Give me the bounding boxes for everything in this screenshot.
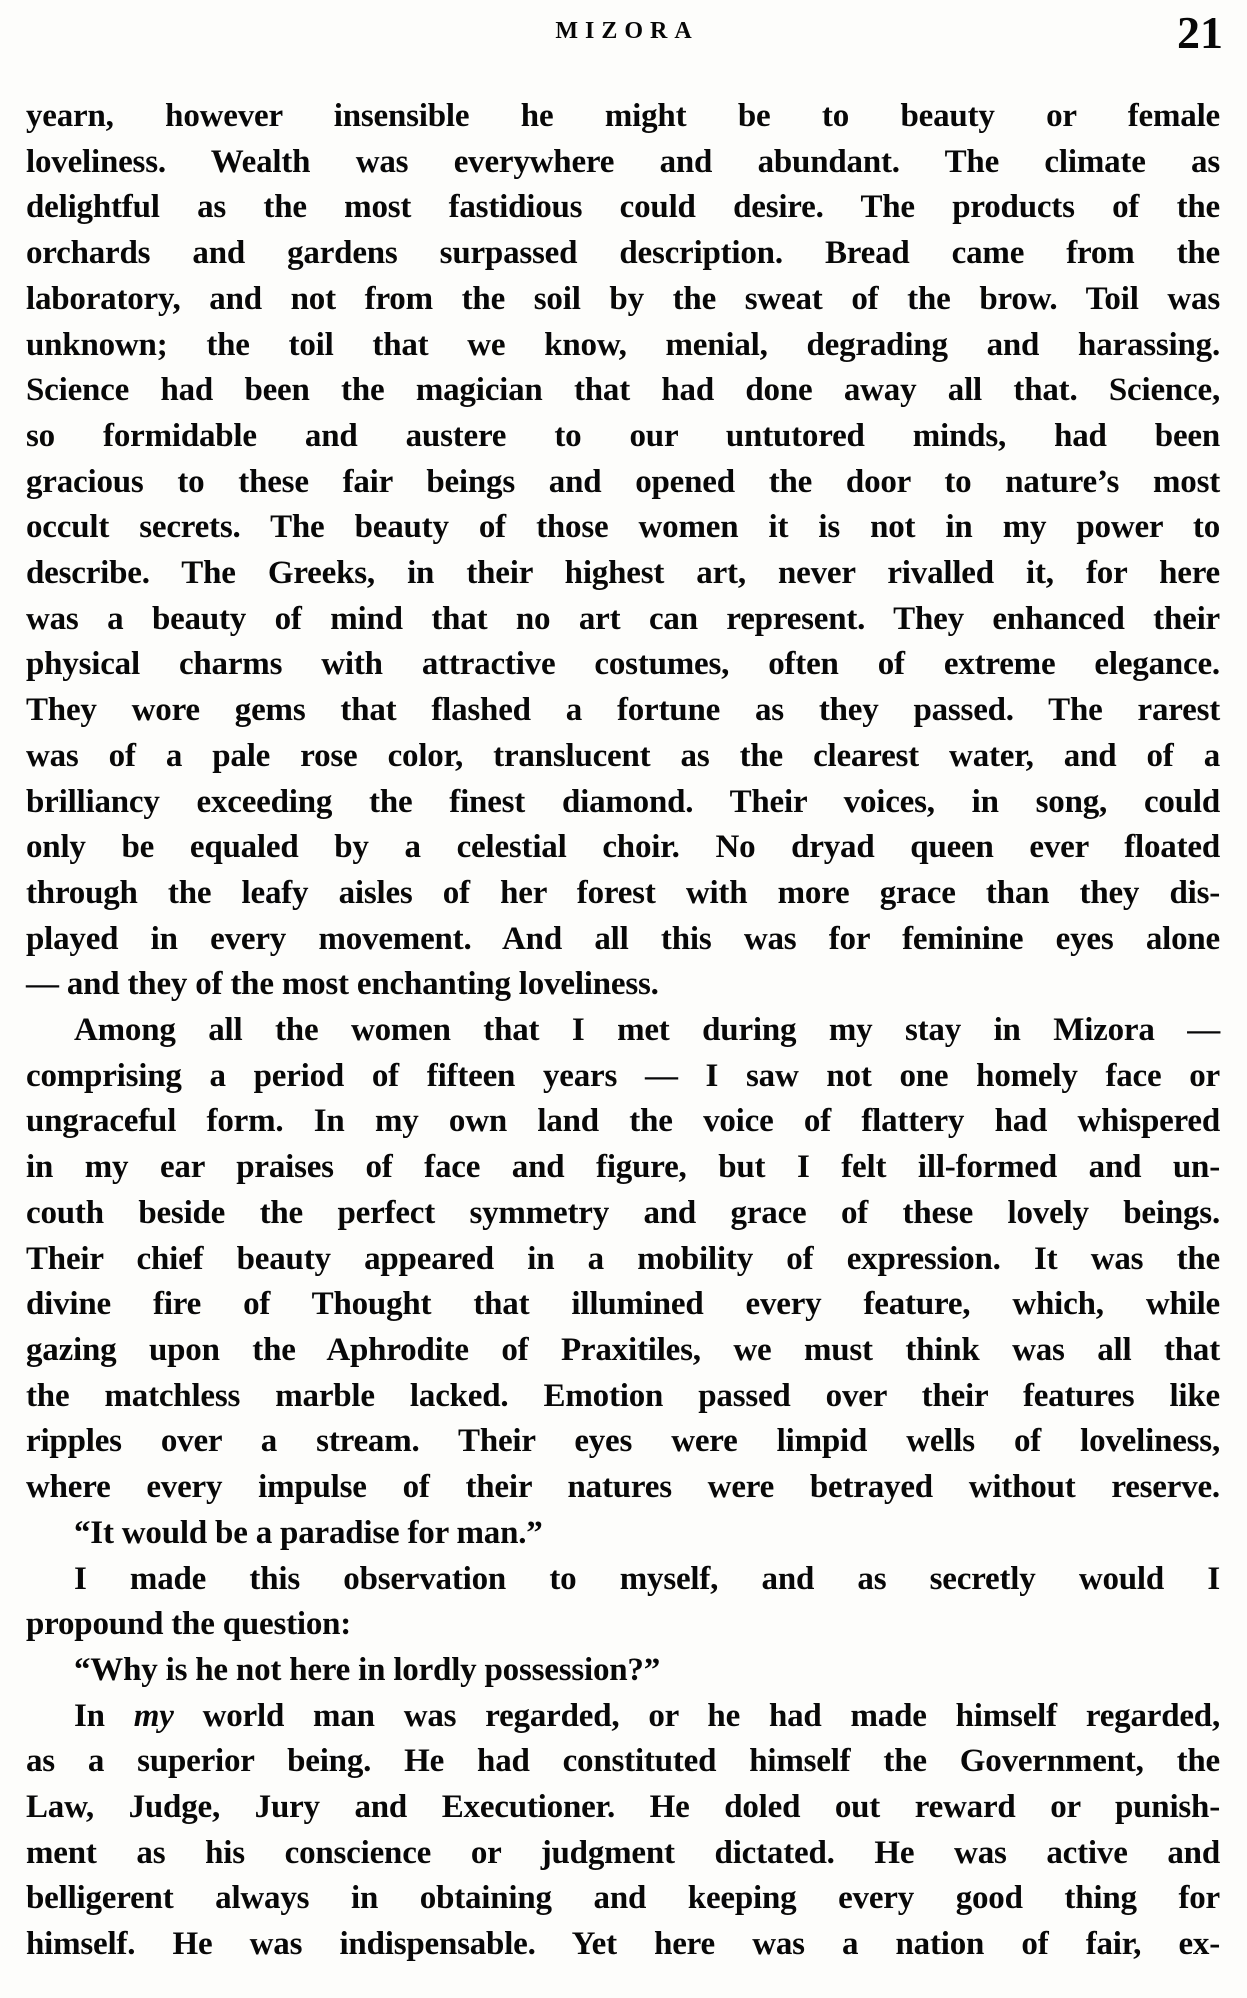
text-line: ripples over a stream. Their eyes were limpid wells of loveliness,: [26, 1423, 1220, 1460]
text-line: ungraceful form. In my own land the voice of flattery had whispered: [26, 1103, 1220, 1140]
text-line: — and they of the most enchanting loveliness.: [26, 966, 659, 1003]
text-line: only be equaled by a celestial choir. No dryad queen ever floated: [26, 829, 1220, 866]
text-line: as a superior being. He had constituted himself the Government, the: [26, 1743, 1220, 1780]
text-line: describe. The Greeks, in their highest art, never rivalled it, for here: [26, 555, 1220, 592]
text-line: was of a pale rose color, translucent as the clearest water, and of a: [26, 737, 1220, 774]
text-line: couth beside the perfect symmetry and grace of these lovely beings.: [26, 1194, 1220, 1231]
text-line: laboratory, and not from the soil by the sweat of the brow. Toil was: [26, 280, 1220, 317]
text-line: loveliness. Wealth was everywhere and abundant. The climate as: [26, 143, 1220, 180]
text-line: physical charms with attractive costumes, often of extreme elegance.: [26, 646, 1220, 683]
text-line: divine fire of Thought that illumined every feature, which, while: [26, 1286, 1220, 1323]
text-line: In my world man was regarded, or he had made himself regarded,: [74, 1697, 1220, 1734]
text-line: where every impulse of their natures were betrayed without reserve.: [26, 1469, 1220, 1506]
page-body: [26, 94, 1220, 1968]
text-line: Science had been the magician that had done away all that. Science,: [26, 372, 1220, 409]
text-line: occult secrets. The beauty of those women it is not in my power to: [26, 509, 1220, 546]
text-line: unknown; the toil that we know, menial, degrading and harassing.: [26, 326, 1220, 363]
text-line: comprising a period of fifteen years — I saw not one homely face or: [26, 1057, 1220, 1094]
text-line: ment as his conscience or judgment dictated. He was active and: [26, 1834, 1220, 1871]
text-line: “Why is he not here in lordly possession?”: [74, 1651, 661, 1688]
text-line: gracious to these fair beings and opened the door to nature’s most: [26, 463, 1220, 500]
text-line: delightful as the most fastidious could desire. The products of the: [26, 189, 1220, 226]
text-line: They wore gems that flashed a fortune as they passed. The rarest: [26, 692, 1220, 729]
text-line: “It would be a paradise for man.”: [74, 1514, 543, 1551]
text-line: belligerent always in obtaining and keeping every good thing for: [26, 1880, 1220, 1917]
page-header: [0, 7, 1247, 72]
text-line: I made this observation to myself, and as secretly would I: [74, 1560, 1220, 1597]
text-line: through the leafy aisles of her forest with more grace than they dis-: [26, 874, 1220, 911]
text-line: brilliancy exceeding the finest diamond. Their voices, in song, could: [26, 783, 1220, 820]
text-line: yearn, however insensible he might be to beauty or female: [26, 98, 1220, 134]
text-line: himself. He was indispensable. Yet here was a nation of fair, ex-: [26, 1926, 1220, 1963]
running-title: MIZORA: [555, 18, 699, 44]
text-line: gazing upon the Aphrodite of Praxitiles, we must think was all that: [26, 1331, 1220, 1368]
text-line: Among all the women that I met during my stay in Mizora —: [74, 1012, 1220, 1049]
page-number: 21: [1177, 7, 1223, 58]
text-line: so formidable and austere to our untutored minds, had been: [26, 417, 1220, 454]
text-line: played in every movement. And all this was for feminine eyes alone: [26, 920, 1220, 957]
text-line: orchards and gardens surpassed description. Bread came from the: [26, 235, 1220, 272]
text-line: the matchless marble lacked. Emotion passed over their features like: [26, 1377, 1220, 1414]
text-line: Their chief beauty appeared in a mobility of expression. It was the: [26, 1240, 1220, 1277]
text-line: Law, Judge, Jury and Executioner. He doled out reward or punish-: [26, 1789, 1220, 1826]
text-line: in my ear praises of face and figure, but I felt ill-formed and un-: [26, 1149, 1220, 1186]
text-line: was a beauty of mind that no art can represent. They enhanced their: [26, 600, 1220, 637]
text-line: propound the question:: [26, 1606, 352, 1643]
